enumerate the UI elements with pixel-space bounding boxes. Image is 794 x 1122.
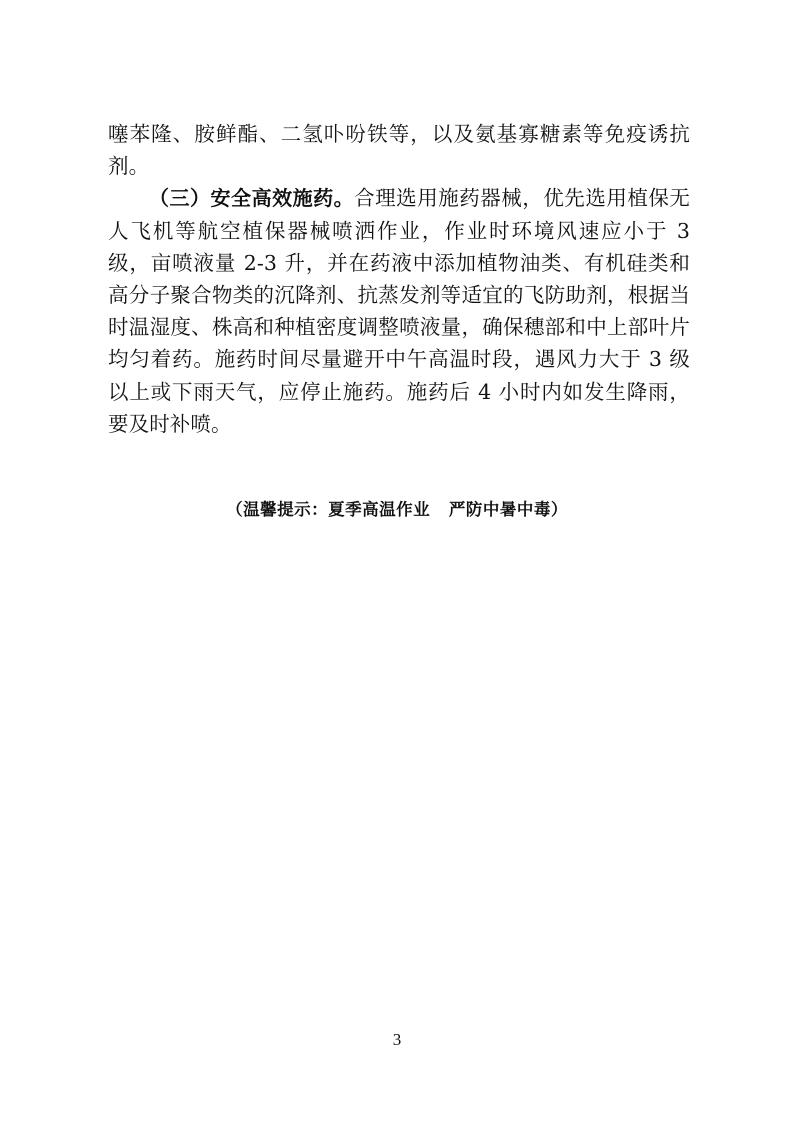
document-body (108, 118, 690, 440)
section-heading: （三）安全高效施药。 (149, 186, 355, 211)
paragraph-continuation: 噻苯隆、胺鲜酯、二氢卟吩铁等，以及氨基寡糖素等免疫诱抗剂。 (108, 122, 690, 179)
paragraph-safe-spraying (108, 182, 690, 440)
paragraph-body: 合理选用施药器械，优先选用植保无人飞机等航空植保器械喷洒作业，作业时环境风速应小于 3 级，亩喷液量 2-3 升，并在药液中添加植物油类、有机硅类和高分子聚合物类的沉降剂、抗蒸发剂等适宜的飞防助剂，根据当时温湿度、株高和种植密度调整喷液量，确保穗部和中上部叶片均匀着药。施药时间尽量避开中午高温时段，遇风力大于 3 级以上或下雨天气，应停止施药。施药后 4 小时内如发生降雨，要及时补喷。 (108, 186, 690, 436)
page-number: 3 (392, 1030, 402, 1049)
safety-tip: （温馨提示：夏季高温作业 严防中暑中毒） (226, 500, 568, 519)
